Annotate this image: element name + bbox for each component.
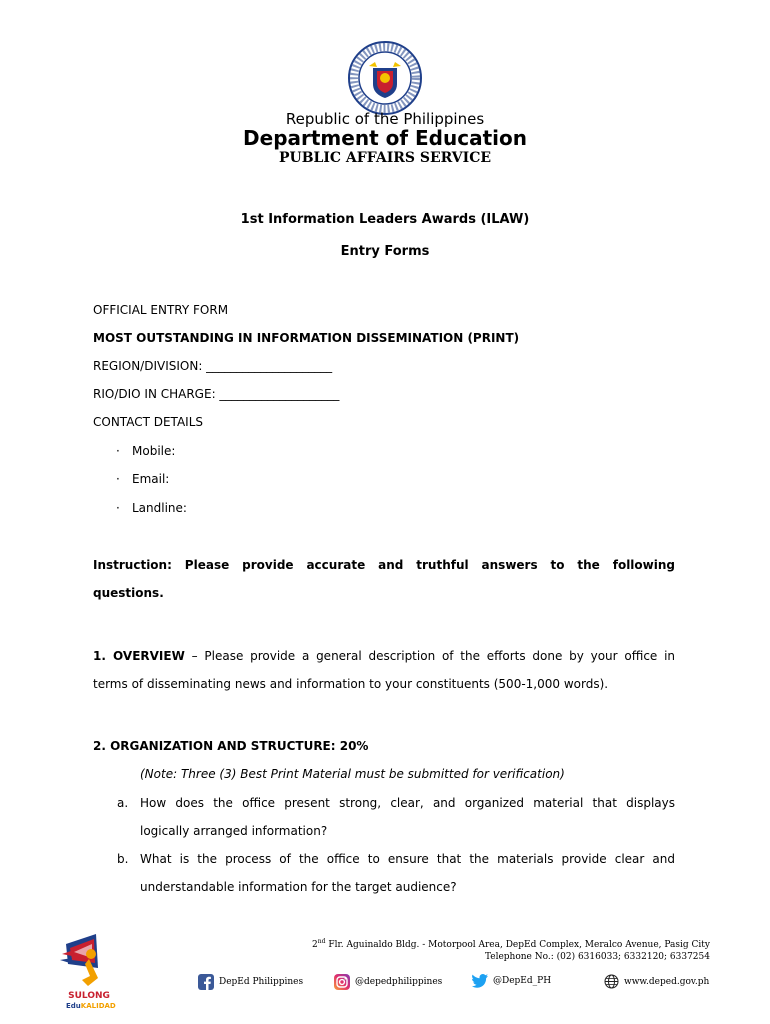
contact-mobile-label: Mobile: [132, 444, 176, 458]
question-a-line-1: How does the office present strong, clear, and organized material that displays [140, 796, 675, 810]
bullet-marker: · [116, 444, 120, 458]
contact-landline[interactable] [116, 501, 187, 515]
region-division-field[interactable]: REGION/DIVISION: _____________________ [93, 359, 333, 373]
twitter-link[interactable] [472, 974, 551, 988]
address-floor: 2 [312, 940, 318, 950]
facebook-label: DepEd Philippines [219, 977, 304, 987]
instruction-line-1: Instruction: Please provide accurate and truthful answers to the following [93, 558, 675, 572]
contact-landline-label: Landline: [132, 501, 187, 515]
contact-heading: CONTACT DETAILS [93, 415, 203, 429]
question-b-label: b. [117, 852, 129, 866]
document-subtitle: Entry Forms [340, 244, 430, 259]
contact-email-label: Email: [132, 472, 170, 486]
department-heading: Department of Education [243, 126, 527, 150]
logo-kalidad-text: KALIDAD [80, 1002, 116, 1010]
overview-label: 1. OVERVIEW [93, 649, 185, 663]
deped-seal [347, 40, 423, 116]
republic-heading: Republic of the Philippines [285, 110, 485, 128]
facebook-icon [198, 974, 214, 990]
facebook-link[interactable] [198, 974, 303, 990]
twitter-label: @DepEd_PH [493, 976, 552, 986]
svg-text:EduKALIDAD [66, 1002, 116, 1010]
form-label: OFFICIAL ENTRY FORM [93, 303, 229, 317]
document-title: 1st Information Leaders Awards (ILAW) [240, 212, 530, 227]
website-link[interactable] [604, 974, 709, 989]
bullet-marker: · [116, 472, 120, 486]
globe-icon [604, 974, 619, 989]
category-heading: MOST OUTSTANDING IN INFORMATION DISSEMINATION (PRINT) [93, 331, 520, 345]
telephone-line: Telephone No.: (02) 6316033; 6332120; 6337254 [484, 952, 710, 962]
twitter-icon [472, 974, 488, 988]
overview-paragraph-line-2: terms of disseminating news and information to your constituents (500-1,000 words). [93, 677, 609, 691]
contact-mobile[interactable] [116, 444, 175, 458]
deped-seal-graphic [347, 40, 423, 116]
logo-edu-text: Edu [66, 1002, 81, 1010]
bullet-marker: · [116, 501, 120, 515]
rio-dio-field[interactable]: RIO/DIO IN CHARGE: ____________________ [93, 387, 340, 401]
section-2-heading: 2. ORGANIZATION AND STRUCTURE: 20% [93, 739, 369, 753]
section-2-note: (Note: Three (3) Best Print Material must be submitted for verification) [140, 767, 565, 781]
question-a-label: a. [117, 796, 129, 810]
overview-text: – Please provide a general description of the efforts done by your office in [184, 649, 676, 663]
question-b-line-1: What is the process of the office to ensure that the materials provide clear and [140, 852, 675, 866]
sulong-edukalidad-logo [58, 930, 120, 1010]
address-line [312, 936, 710, 951]
footer-address [312, 936, 710, 963]
question-b-line-2: understandable information for the target audience? [140, 880, 457, 894]
contact-email[interactable] [116, 472, 169, 486]
address-text: Flr. Aguinaldo Bldg. - Motorpool Area, DepEd Complex, Meralco Avenue, Pasig City [325, 940, 710, 950]
website-label: www.deped.gov.ph [624, 976, 710, 987]
instagram-link[interactable] [334, 974, 442, 990]
overview-paragraph-line-1 [93, 649, 675, 663]
instagram-label: @depedphilippines [355, 977, 443, 987]
address-floor-sup: nd [317, 938, 326, 945]
question-a-line-2: logically arranged information? [140, 824, 328, 838]
instagram-icon [334, 974, 350, 990]
office-heading: PUBLIC AFFAIRS SERVICE [278, 150, 492, 166]
instruction-line-2: questions. [93, 586, 164, 600]
logo-sulong-text: SULONG [68, 991, 110, 1001]
sulong-edukalidad-logo-graphic [58, 930, 120, 1010]
